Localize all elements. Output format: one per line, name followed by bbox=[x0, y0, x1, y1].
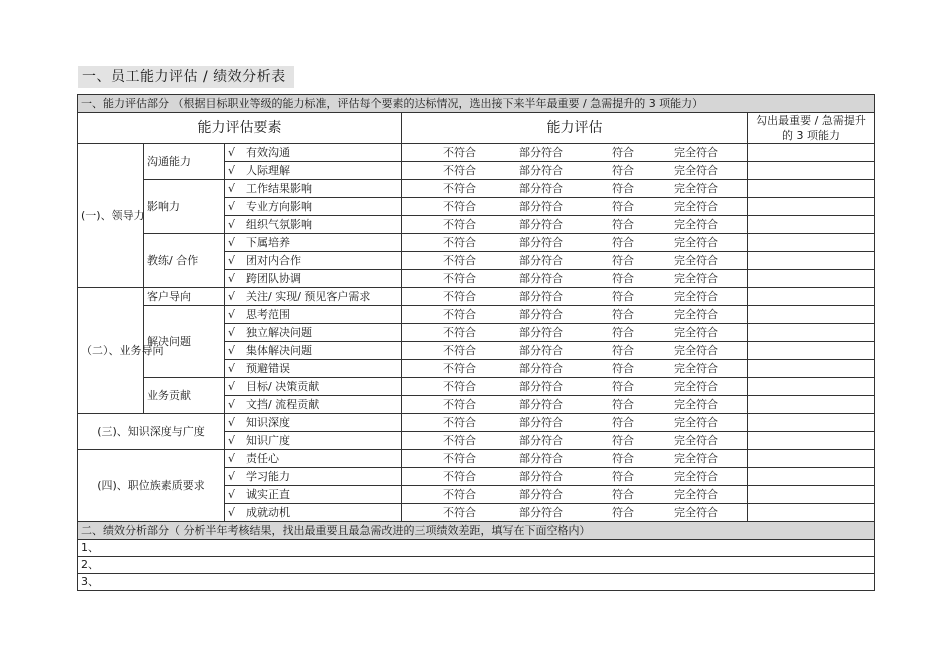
element-cell bbox=[225, 288, 402, 306]
subgroup-label: 影响力 bbox=[144, 180, 225, 234]
priority-pick-cell[interactable] bbox=[748, 252, 875, 270]
rating-option[interactable]: 符合 bbox=[612, 433, 634, 447]
rating-cell bbox=[402, 468, 748, 486]
rating-cell bbox=[402, 360, 748, 378]
rating-cell bbox=[402, 378, 748, 396]
checkmark-icon: √ bbox=[228, 253, 236, 267]
element-label: 集体解决问题 bbox=[246, 343, 312, 357]
element-label: 预避错误 bbox=[246, 361, 290, 375]
checkmark-icon: √ bbox=[228, 505, 236, 519]
checkmark-icon: √ bbox=[228, 325, 236, 339]
element-cell bbox=[225, 144, 402, 162]
checkmark-icon: √ bbox=[228, 163, 236, 177]
element-cell bbox=[225, 378, 402, 396]
rating-option[interactable]: 符合 bbox=[612, 199, 634, 213]
element-cell bbox=[225, 216, 402, 234]
checkmark-icon: √ bbox=[228, 307, 236, 321]
rating-option[interactable]: 完全符合 bbox=[674, 433, 718, 447]
rating-option[interactable]: 不符合 bbox=[443, 253, 476, 267]
element-cell bbox=[225, 504, 402, 522]
priority-pick-cell[interactable] bbox=[748, 180, 875, 198]
checkmark-icon: √ bbox=[228, 217, 236, 231]
rating-cell bbox=[402, 306, 748, 324]
rating-option[interactable]: 符合 bbox=[612, 217, 634, 231]
rating-option[interactable]: 符合 bbox=[612, 505, 634, 519]
rating-option[interactable]: 部分符合 bbox=[519, 343, 563, 357]
rating-option[interactable]: 部分符合 bbox=[519, 145, 563, 159]
rating-option[interactable]: 不符合 bbox=[443, 289, 476, 303]
rating-option[interactable]: 完全符合 bbox=[674, 199, 718, 213]
rating-header: 能力评估 bbox=[402, 113, 748, 144]
table-row bbox=[78, 306, 875, 324]
table-row bbox=[78, 414, 875, 432]
rating-option[interactable]: 完全符合 bbox=[674, 253, 718, 267]
rating-option[interactable]: 不符合 bbox=[443, 271, 476, 285]
rating-option[interactable]: 完全符合 bbox=[674, 397, 718, 411]
rating-option[interactable]: 不符合 bbox=[443, 181, 476, 195]
rating-option[interactable]: 符合 bbox=[612, 145, 634, 159]
element-cell bbox=[225, 468, 402, 486]
priority-pick-cell[interactable] bbox=[748, 324, 875, 342]
subgroup-label: 教练/ 合作 bbox=[144, 234, 225, 288]
rating-cell bbox=[402, 486, 748, 504]
element-label: 下属培养 bbox=[246, 235, 290, 249]
rating-option[interactable]: 部分符合 bbox=[519, 379, 563, 393]
priority-pick-cell[interactable] bbox=[748, 342, 875, 360]
checkmark-icon: √ bbox=[228, 361, 236, 375]
priority-pick-cell[interactable] bbox=[748, 234, 875, 252]
document-title: 一、员工能力评估 / 绩效分析表 bbox=[78, 66, 294, 88]
rating-cell bbox=[402, 504, 748, 522]
rating-option[interactable]: 符合 bbox=[612, 361, 634, 375]
rating-option[interactable]: 完全符合 bbox=[674, 325, 718, 339]
rating-cell bbox=[402, 396, 748, 414]
rating-option[interactable]: 符合 bbox=[612, 451, 634, 465]
element-label: 学习能力 bbox=[246, 469, 290, 483]
rating-cell bbox=[402, 288, 748, 306]
rating-option[interactable]: 符合 bbox=[612, 397, 634, 411]
rating-option[interactable]: 符合 bbox=[612, 415, 634, 429]
table-row bbox=[78, 144, 875, 162]
pick-header: 勾出最重要 / 急需提升的 3 项能力 bbox=[748, 113, 875, 144]
element-label: 成就动机 bbox=[246, 505, 290, 519]
rating-cell bbox=[402, 252, 748, 270]
rating-option[interactable]: 符合 bbox=[612, 469, 634, 483]
rating-option[interactable]: 不符合 bbox=[443, 469, 476, 483]
rating-option[interactable]: 符合 bbox=[612, 325, 634, 339]
rating-option[interactable]: 完全符合 bbox=[674, 379, 718, 393]
rating-option[interactable]: 部分符合 bbox=[519, 415, 563, 429]
checkmark-icon: √ bbox=[228, 469, 236, 483]
element-label: 工作结果影响 bbox=[246, 181, 312, 195]
priority-pick-cell[interactable] bbox=[748, 144, 875, 162]
rating-option[interactable]: 完全符合 bbox=[674, 163, 718, 177]
rating-option[interactable]: 符合 bbox=[612, 289, 634, 303]
rating-option[interactable]: 完全符合 bbox=[674, 361, 718, 375]
rating-option[interactable]: 不符合 bbox=[443, 163, 476, 177]
element-label: 目标/ 决策贡献 bbox=[246, 379, 320, 393]
element-cell bbox=[225, 360, 402, 378]
table-row bbox=[78, 378, 875, 396]
element-cell bbox=[225, 306, 402, 324]
element-cell bbox=[225, 234, 402, 252]
element-label: 跨团队协调 bbox=[246, 271, 301, 285]
checkmark-icon: √ bbox=[228, 199, 236, 213]
rating-option[interactable]: 完全符合 bbox=[674, 451, 718, 465]
subgroup-label: 业务贡献 bbox=[144, 378, 225, 414]
table-row bbox=[78, 450, 875, 468]
group-label: (一)、领导力 bbox=[78, 144, 144, 288]
priority-pick-cell[interactable] bbox=[748, 270, 875, 288]
checkmark-icon: √ bbox=[228, 145, 236, 159]
checkmark-icon: √ bbox=[228, 271, 236, 285]
priority-pick-cell[interactable] bbox=[748, 378, 875, 396]
element-cell bbox=[225, 450, 402, 468]
rating-option[interactable]: 不符合 bbox=[443, 217, 476, 231]
table-row bbox=[78, 180, 875, 198]
rating-option[interactable]: 完全符合 bbox=[674, 271, 718, 285]
rating-option[interactable]: 部分符合 bbox=[519, 181, 563, 195]
checkmark-icon: √ bbox=[228, 379, 236, 393]
rating-option[interactable]: 不符合 bbox=[443, 307, 476, 321]
performance-gap-row bbox=[78, 557, 875, 574]
element-label: 组织气氛影响 bbox=[246, 217, 312, 231]
element-label: 专业方向影响 bbox=[246, 199, 312, 213]
section2-row bbox=[78, 522, 875, 540]
section1-header: 一、能力评估部分 （根据目标职业等级的能力标准，评估每个要素的达标情况，选出接下来半年最重要 / 急需提升的 3 项能力） bbox=[78, 95, 875, 113]
priority-pick-cell[interactable] bbox=[748, 504, 875, 522]
checkmark-icon: √ bbox=[228, 433, 236, 447]
rating-option[interactable]: 完全符合 bbox=[674, 469, 718, 483]
rating-option[interactable]: 完全符合 bbox=[674, 235, 718, 249]
priority-pick-cell[interactable] bbox=[748, 306, 875, 324]
rating-cell bbox=[402, 342, 748, 360]
element-cell bbox=[225, 162, 402, 180]
rating-option[interactable]: 部分符合 bbox=[519, 451, 563, 465]
element-cell bbox=[225, 414, 402, 432]
rating-option[interactable]: 完全符合 bbox=[674, 181, 718, 195]
rating-option[interactable]: 不符合 bbox=[443, 379, 476, 393]
rating-option[interactable]: 部分符合 bbox=[519, 253, 563, 267]
rating-option[interactable]: 不符合 bbox=[443, 145, 476, 159]
rating-option[interactable]: 完全符合 bbox=[674, 289, 718, 303]
rating-cell bbox=[402, 162, 748, 180]
checkmark-icon: √ bbox=[228, 235, 236, 249]
group-label: (三)、知识深度与广度 bbox=[78, 414, 225, 450]
element-cell bbox=[225, 198, 402, 216]
rating-option[interactable]: 完全符合 bbox=[674, 307, 718, 321]
rating-option[interactable]: 符合 bbox=[612, 487, 634, 501]
priority-pick-cell[interactable] bbox=[748, 216, 875, 234]
rating-cell bbox=[402, 180, 748, 198]
rating-option[interactable]: 部分符合 bbox=[519, 235, 563, 249]
rating-option[interactable]: 不符合 bbox=[443, 235, 476, 249]
rating-cell bbox=[402, 198, 748, 216]
subgroup-label: 解决问题 bbox=[144, 306, 225, 378]
evaluation-table bbox=[77, 94, 875, 591]
rating-option[interactable]: 不符合 bbox=[443, 451, 476, 465]
rating-option[interactable]: 不符合 bbox=[443, 361, 476, 375]
rating-cell bbox=[402, 450, 748, 468]
rating-option[interactable]: 部分符合 bbox=[519, 397, 563, 411]
rating-cell bbox=[402, 270, 748, 288]
group-label: (四)、职位族素质要求 bbox=[78, 450, 225, 522]
rating-option[interactable]: 符合 bbox=[612, 271, 634, 285]
checkmark-icon: √ bbox=[228, 415, 236, 429]
rating-option[interactable]: 不符合 bbox=[443, 505, 476, 519]
rating-option[interactable]: 不符合 bbox=[443, 433, 476, 447]
element-label: 知识广度 bbox=[246, 433, 290, 447]
rating-option[interactable]: 不符合 bbox=[443, 397, 476, 411]
rating-option[interactable]: 符合 bbox=[612, 253, 634, 267]
rating-option[interactable]: 完全符合 bbox=[674, 415, 718, 429]
rating-option[interactable]: 完全符合 bbox=[674, 487, 718, 501]
element-label: 文挡/ 流程贡献 bbox=[246, 397, 320, 411]
rating-option[interactable]: 符合 bbox=[612, 307, 634, 321]
element-cell bbox=[225, 252, 402, 270]
priority-pick-cell[interactable] bbox=[748, 432, 875, 450]
rating-cell bbox=[402, 144, 748, 162]
rating-option[interactable]: 不符合 bbox=[443, 487, 476, 501]
rating-option[interactable]: 部分符合 bbox=[519, 199, 563, 213]
rating-cell bbox=[402, 216, 748, 234]
checkmark-icon: √ bbox=[228, 451, 236, 465]
rating-option[interactable]: 部分符合 bbox=[519, 307, 563, 321]
priority-pick-cell[interactable] bbox=[748, 450, 875, 468]
priority-pick-cell[interactable] bbox=[748, 288, 875, 306]
priority-pick-cell[interactable] bbox=[748, 414, 875, 432]
element-label: 团对内合作 bbox=[246, 253, 301, 267]
element-cell bbox=[225, 396, 402, 414]
section2-header: 二、绩效分析部分（ 分析半年考核结果，找出最重要且最急需改进的三项绩效差距，填写在下面空格内） bbox=[78, 522, 875, 540]
elements-header: 能力评估要素 bbox=[78, 113, 402, 144]
priority-pick-cell[interactable] bbox=[748, 360, 875, 378]
rating-option[interactable]: 完全符合 bbox=[674, 505, 718, 519]
performance-gap-field[interactable]: 3、 bbox=[78, 574, 875, 591]
rating-cell bbox=[402, 324, 748, 342]
checkmark-icon: √ bbox=[228, 397, 236, 411]
priority-pick-cell[interactable] bbox=[748, 396, 875, 414]
rating-option[interactable]: 部分符合 bbox=[519, 163, 563, 177]
performance-gap-field[interactable]: 2、 bbox=[78, 557, 875, 574]
element-label: 知识深度 bbox=[246, 415, 290, 429]
rating-option[interactable]: 完全符合 bbox=[674, 343, 718, 357]
element-cell bbox=[225, 180, 402, 198]
rating-option[interactable]: 符合 bbox=[612, 343, 634, 357]
checkmark-icon: √ bbox=[228, 289, 236, 303]
element-cell bbox=[225, 432, 402, 450]
priority-pick-cell[interactable] bbox=[748, 486, 875, 504]
rating-option[interactable]: 完全符合 bbox=[674, 145, 718, 159]
element-label: 诚实正直 bbox=[246, 487, 290, 501]
rating-option[interactable]: 符合 bbox=[612, 379, 634, 393]
priority-pick-cell[interactable] bbox=[748, 468, 875, 486]
rating-option[interactable]: 部分符合 bbox=[519, 217, 563, 231]
checkmark-icon: √ bbox=[228, 343, 236, 357]
rating-option[interactable]: 部分符合 bbox=[519, 469, 563, 483]
element-cell bbox=[225, 486, 402, 504]
element-cell bbox=[225, 342, 402, 360]
rating-option[interactable]: 部分符合 bbox=[519, 505, 563, 519]
rating-option[interactable]: 符合 bbox=[612, 235, 634, 249]
rating-option[interactable]: 部分符合 bbox=[519, 487, 563, 501]
table-row bbox=[78, 234, 875, 252]
rating-option[interactable]: 部分符合 bbox=[519, 271, 563, 285]
rating-cell bbox=[402, 414, 748, 432]
rating-option[interactable]: 符合 bbox=[612, 163, 634, 177]
table-row bbox=[78, 288, 875, 306]
group-label: （二）、业务导向 bbox=[78, 288, 144, 414]
element-label: 独立解决问题 bbox=[246, 325, 312, 339]
performance-gap-row bbox=[78, 540, 875, 557]
checkmark-icon: √ bbox=[228, 487, 236, 501]
rating-option[interactable]: 不符合 bbox=[443, 415, 476, 429]
rating-option[interactable]: 完全符合 bbox=[674, 217, 718, 231]
rating-option[interactable]: 不符合 bbox=[443, 343, 476, 357]
priority-pick-cell[interactable] bbox=[748, 162, 875, 180]
rating-option[interactable]: 部分符合 bbox=[519, 433, 563, 447]
performance-gap-field[interactable]: 1、 bbox=[78, 540, 875, 557]
rating-option[interactable]: 不符合 bbox=[443, 325, 476, 339]
rating-option[interactable]: 不符合 bbox=[443, 199, 476, 213]
rating-cell bbox=[402, 234, 748, 252]
element-cell bbox=[225, 324, 402, 342]
performance-gap-row bbox=[78, 574, 875, 591]
rating-option[interactable]: 部分符合 bbox=[519, 361, 563, 375]
rating-option[interactable]: 部分符合 bbox=[519, 289, 563, 303]
checkmark-icon: √ bbox=[228, 181, 236, 195]
rating-option[interactable]: 符合 bbox=[612, 181, 634, 195]
element-label: 关注/ 实现/ 预见客户需求 bbox=[246, 289, 371, 303]
rating-cell bbox=[402, 432, 748, 450]
element-label: 思考范围 bbox=[246, 307, 290, 321]
element-cell bbox=[225, 270, 402, 288]
element-label: 责任心 bbox=[246, 451, 279, 465]
subgroup-label: 沟通能力 bbox=[144, 144, 225, 180]
element-label: 人际理解 bbox=[246, 163, 290, 177]
element-label: 有效沟通 bbox=[246, 145, 290, 159]
subgroup-label: 客户导向 bbox=[144, 288, 225, 306]
rating-option[interactable]: 部分符合 bbox=[519, 325, 563, 339]
priority-pick-cell[interactable] bbox=[748, 198, 875, 216]
